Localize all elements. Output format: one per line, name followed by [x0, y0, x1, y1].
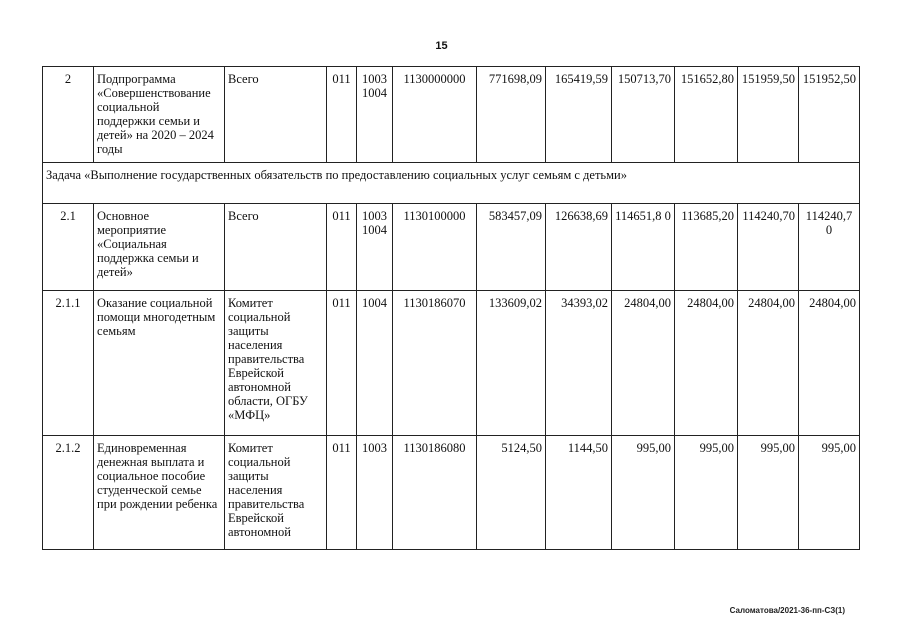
row-number: 2.1 [43, 204, 94, 291]
executor: Всего [225, 67, 327, 163]
grbs-code: 011 [327, 67, 357, 163]
page-number: 15 [435, 40, 448, 52]
measure-name: Основное мероприятие «Социальная поддержка семьи и детей» [94, 204, 225, 291]
grbs-code: 011 [327, 291, 357, 436]
amount-2024: 151952,50 [799, 67, 860, 163]
rzpr-code: 1003 1004 [357, 204, 393, 291]
amount-2022: 24804,00 [675, 291, 738, 436]
amount-2020: 165419,59 [546, 67, 612, 163]
executor: Комитет социальной защиты населения правительства Еврейской автономной [225, 436, 327, 550]
amount-2020: 34393,02 [546, 291, 612, 436]
amount-2020: 1144,50 [546, 436, 612, 550]
amount-2023: 995,00 [738, 436, 799, 550]
task-row [43, 163, 860, 204]
amount-2022: 995,00 [675, 436, 738, 550]
amount-2021: 114651,8 0 [612, 204, 675, 291]
executor: Всего [225, 204, 327, 291]
amount-2020: 126638,69 [546, 204, 612, 291]
amount-2021: 150713,70 [612, 67, 675, 163]
csr-code: 1130186070 [393, 291, 477, 436]
rzpr-code: 1003 [357, 436, 393, 550]
csr-code: 1130186080 [393, 436, 477, 550]
document-footer-code: Саломатова/2021-36-пп-СЗ(1) [729, 606, 845, 615]
amount-2022: 113685,20 [675, 204, 738, 291]
amount-total: 133609,02 [477, 291, 546, 436]
grbs-code: 011 [327, 436, 357, 550]
table-row [43, 291, 860, 436]
csr-code: 1130000000 [393, 67, 477, 163]
amount-2021: 24804,00 [612, 291, 675, 436]
amount-total: 771698,09 [477, 67, 546, 163]
task-text: Задача «Выполнение государственных обязательств по предоставлению социальных услуг семьям с детьми» [43, 163, 860, 204]
csr-code: 1130100000 [393, 204, 477, 291]
amount-2023: 151959,50 [738, 67, 799, 163]
row-number: 2 [43, 67, 94, 163]
measure-name: Оказание социальной помощи многодетным семьям [94, 291, 225, 436]
row-number: 2.1.2 [43, 436, 94, 550]
amount-total: 583457,09 [477, 204, 546, 291]
amount-2024: 995,00 [799, 436, 860, 550]
measure-name: Подпрограмма «Совершенствование социальной поддержки семьи и детей» на 2020 – 2024 годы [94, 67, 225, 163]
amount-2024: 24804,00 [799, 291, 860, 436]
budget-table [42, 66, 860, 550]
measure-name: Единовременная денежная выплата и социальное пособие студенческой семье при рождении ребенка [94, 436, 225, 550]
amount-2024: 114240,7 0 [799, 204, 860, 291]
grbs-code: 011 [327, 204, 357, 291]
amount-2021: 995,00 [612, 436, 675, 550]
rzpr-code: 1004 [357, 291, 393, 436]
row-number: 2.1.1 [43, 291, 94, 436]
amount-total: 5124,50 [477, 436, 546, 550]
amount-2023: 24804,00 [738, 291, 799, 436]
amount-2023: 114240,70 [738, 204, 799, 291]
table-row [43, 436, 860, 550]
table-row [43, 204, 860, 291]
amount-2022: 151652,80 [675, 67, 738, 163]
rzpr-code: 1003 1004 [357, 67, 393, 163]
table-row [43, 67, 860, 163]
executor: Комитет социальной защиты населения правительства Еврейской автономной области, ОГБУ «МФЦ» [225, 291, 327, 436]
